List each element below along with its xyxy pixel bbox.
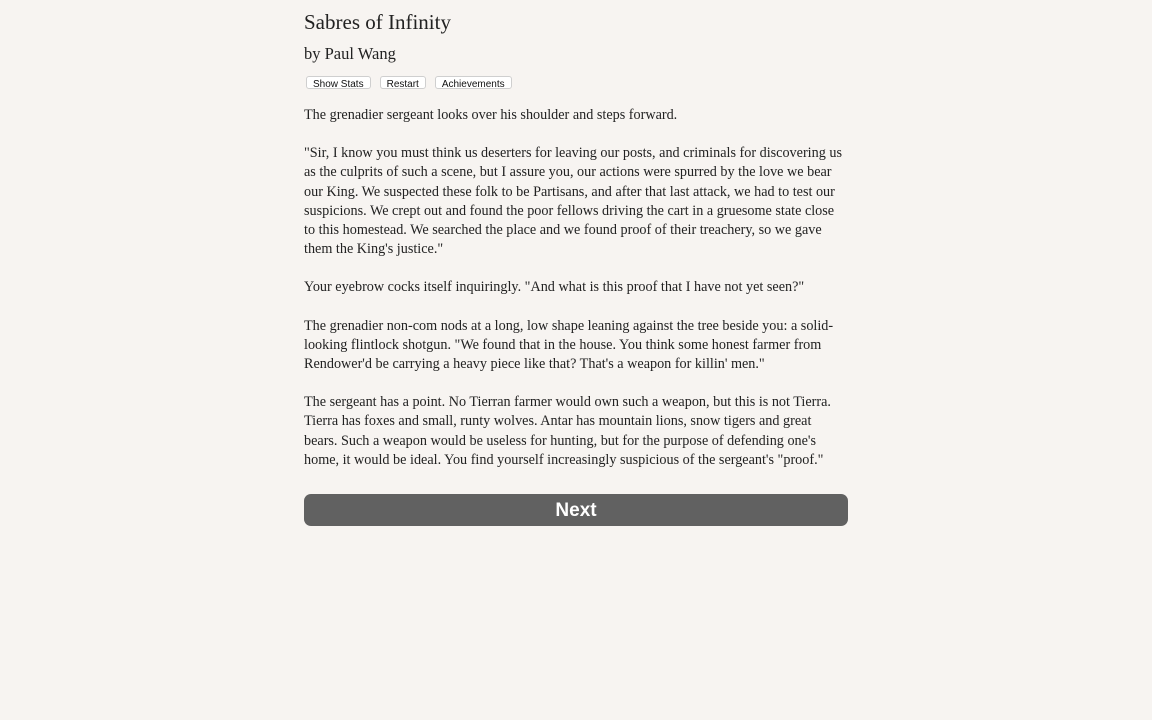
next-button[interactable]: Next [304, 494, 848, 526]
story-paragraph: The grenadier non-com nods at a long, low shape leaning against the tree beside you: a solid-looking flintlock shotgun. "We found that in the house. You think some honest farmer from Rendower'd be carrying a heavy piece like that? That's a weapon for killin' men." [304, 317, 834, 373]
toolbar [304, 76, 848, 92]
game-container [304, 0, 848, 526]
restart-button[interactable]: Restart [380, 76, 426, 89]
game-author: by Paul Wang [304, 44, 396, 63]
game-title: Sabres of Infinity [304, 10, 451, 34]
show-stats-button[interactable]: Show Stats [306, 76, 371, 89]
story-paragraph: "Sir, I know you must think us deserters for leaving our posts, and criminals for discovering us as the culprits of such a scene, but I assure you, our actions were spurred by the love we bear our King. We suspected these folk to be Partisans, and after that last attack, we had to test our suspicions. We crept out and found the poor fellows driving the cart in a gruesome state close to this homestead. We searched the place and we found proof of their treachery, so we gave them the King's justice." [304, 145, 842, 258]
achievements-button[interactable]: Achievements [435, 76, 512, 89]
story-paragraph: The grenadier sergeant looks over his shoulder and steps forward. [304, 107, 678, 123]
story-passage [304, 106, 848, 470]
story-paragraph: The sergeant has a point. No Tierran farmer would own such a weapon, but this is not Tierra. Tierra has foxes and small, runty wolves. Antar has mountain lions, snow tigers and great bears. Such a weapon would be useless for hunting, but for the purpose of defending one's home, it would be ideal. You find yourself increasingly suspicious of the sergeant's "proof." [304, 394, 831, 468]
story-paragraph: Your eyebrow cocks itself inquiringly. "And what is this proof that I have not yet seen?" [304, 279, 805, 296]
